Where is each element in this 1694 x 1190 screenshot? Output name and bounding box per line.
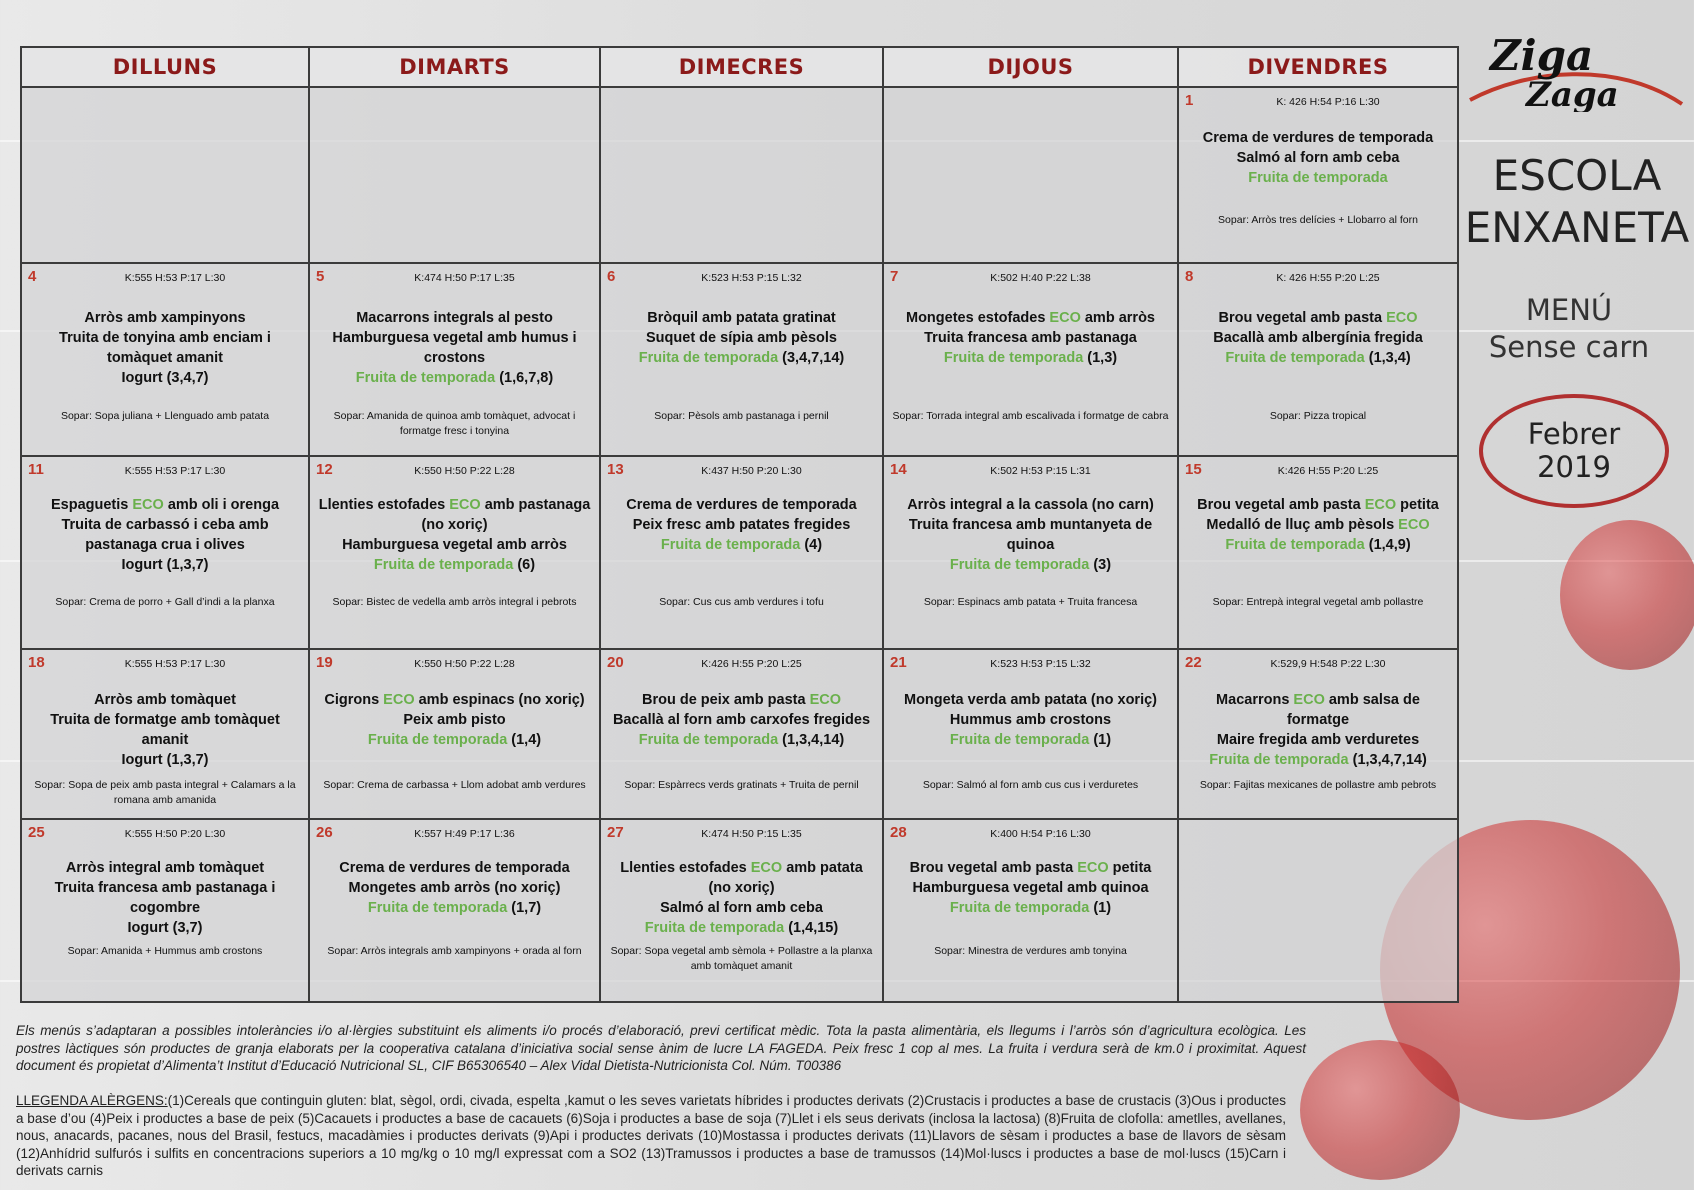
school-name-line1: ESCOLA	[1492, 151, 1662, 200]
dish-text: Crema de verdures de temporada	[626, 497, 857, 514]
dish-list	[890, 690, 1171, 750]
dish-item	[890, 690, 1171, 710]
dish-text: Macarrons integrals al pesto	[356, 310, 553, 327]
highlight-text: Fruita de temporada	[1225, 537, 1365, 554]
dish-item	[890, 348, 1171, 368]
dinner-suggestion: Sopar: Amanida + Hummus amb crostons	[67, 944, 263, 957]
dish-item	[316, 878, 593, 898]
dinner-suggestion: Sopar: Crema de carbassa + Llom adobat amb verdures	[323, 778, 586, 791]
dinner-suggestion: Sopar: Arròs integrals amb xampinyons + orada al forn	[327, 944, 582, 957]
dish-text: Hamburguesa vegetal amb quinoa	[912, 879, 1149, 896]
dish-item	[607, 730, 876, 750]
nutrition-values: K:557 H:49 P:17 L:36	[414, 827, 515, 840]
dish-list	[28, 690, 302, 770]
dish-text: petita	[1108, 859, 1152, 876]
dish-text: (1,3,4,14)	[778, 731, 845, 748]
highlight-text: Fruita de temporada	[1225, 350, 1365, 367]
dish-text: Arròs integral amb tomàquet	[65, 859, 265, 876]
weekday-header-row	[21, 47, 1458, 87]
highlight-text: Fruita de temporada	[943, 350, 1084, 367]
dish-text: Medalló de lluç amb pèsols	[1206, 517, 1399, 534]
highlight-text: ECO	[132, 497, 164, 514]
dish-item	[607, 328, 876, 348]
day-cell	[21, 819, 309, 1002]
day-cell	[883, 649, 1178, 819]
highlight-text: Fruita de temporada	[355, 370, 496, 387]
dish-item	[316, 495, 593, 535]
day-number: 26	[316, 823, 333, 841]
dish-text: Llenties estofades	[620, 859, 751, 876]
day-number: 11	[28, 461, 44, 479]
dish-text: Macarrons	[1216, 691, 1294, 708]
nutrition-values: K:502 H:53 P:15 L:31	[990, 465, 1091, 478]
weekly-menu-table	[20, 46, 1456, 1003]
dish-item	[1185, 308, 1451, 328]
dish-text: Bacallà al forn amb carxofes fregides	[612, 711, 871, 728]
day-header: DIMARTS	[309, 47, 600, 87]
dish-item	[607, 898, 876, 918]
dish-item	[890, 515, 1171, 555]
day-number: 28	[890, 823, 907, 841]
dinner-suggestion: Sopar: Salmó al forn amb cus cus i verduretes	[922, 778, 1139, 791]
dish-text: Truita de formatge amb tomàquet amanit	[50, 711, 280, 748]
dish-text: (1)	[1089, 899, 1112, 916]
dish-item	[607, 710, 876, 730]
day-cell	[883, 456, 1178, 648]
day-cell	[309, 819, 600, 1002]
allergen-legend	[16, 1092, 1286, 1180]
day-cell	[309, 263, 600, 456]
dish-text: Hummus amb crostons	[949, 711, 1112, 728]
day-cell	[600, 819, 883, 1002]
dish-item	[890, 555, 1171, 575]
dish-item	[316, 368, 593, 388]
dish-item	[1185, 168, 1451, 188]
highlight-text: Fruita de temporada	[367, 899, 508, 916]
dish-text: (6)	[513, 557, 536, 574]
dish-item	[28, 750, 302, 770]
day-number: 1	[1185, 92, 1194, 109]
highlight-text: Fruita de temporada	[949, 899, 1090, 916]
dish-text: (1,4,15)	[784, 919, 839, 936]
dish-item	[890, 898, 1171, 918]
day-cell	[1178, 87, 1458, 263]
dish-text: (1,6,7,8)	[495, 370, 554, 387]
dish-text: Peix amb pisto	[403, 711, 506, 728]
logo-word-bottom: Zaga	[1526, 75, 1619, 112]
allergen-legend-text: (1)Cereals que continguin gluten: blat, sègol, ordi, civada, espelta ,kamut o les seves varietats híbrides i productes derivats (2)Crustacis i productes a base de crustacis (3)Ous i productes a base d’ou (4)Peix i productes a base de peix (5)Cacauets i productes a base de cacauets (6)Soja i productes a base de soja (7)Llet i els seus derivats (inclosa la lactosa) (8)Fruita de clofolla: ametlles, avellanes, nous, anacards, pacanes, nous del Brasil, festucs, macadàmies i productes derivats (9)Api i productes derivats (10)Mostassa i productes derivats (11)Llavors de sèsam i productes a base de llavors de sèsam (12)Anhídrid sulfurós i sulfits en concentracions superiors a 10 mg/kg o 10 mg/l expressat com a SO2 (13)Tramussos i productes a base de tramussos (14)Mol·luscs i productes a base de mol·luscs (15)Carn i derivats carnis	[16, 1093, 1286, 1178]
dish-item	[316, 690, 593, 710]
empty-day-cell	[309, 87, 600, 263]
dish-item	[607, 918, 876, 938]
dish-item	[28, 690, 302, 710]
nutrition-values: K:502 H:40 P:22 L:38	[990, 272, 1091, 285]
dish-item	[316, 555, 593, 575]
week-row	[21, 456, 1458, 648]
dish-text: (1,4,9)	[1364, 537, 1411, 554]
dish-text: petita	[1396, 497, 1439, 514]
dish-item	[1185, 148, 1451, 168]
month-badge	[1479, 394, 1669, 508]
dish-text: Espaguetis	[50, 497, 133, 514]
dinner-suggestion: Sopar: Arròs tres delícies + Llobarro al forn	[1218, 214, 1418, 226]
dish-text: (1,3,4,7,14)	[1348, 751, 1427, 768]
dish-text: Brou de peix amb pasta	[641, 691, 810, 708]
dish-list	[316, 495, 593, 575]
dish-text: Maire fregida amb verduretes	[1216, 731, 1420, 748]
dish-text: Cigrons	[324, 691, 384, 708]
empty-day-cell	[1178, 819, 1458, 1002]
dish-text: Brou vegetal amb pasta	[1218, 310, 1387, 327]
day-number: 14	[890, 461, 907, 479]
highlight-text: ECO	[1386, 310, 1418, 327]
dish-list	[28, 308, 302, 388]
nutrition-values: K:523 H:53 P:15 L:32	[990, 657, 1091, 670]
dish-text: amb espinacs (no xoriç)	[414, 691, 585, 708]
month-year: 2019	[1537, 450, 1611, 484]
dish-text: (1,3)	[1083, 350, 1118, 367]
dish-text: Hamburguesa vegetal amb arròs	[342, 537, 567, 554]
highlight-text: ECO	[809, 691, 842, 708]
highlight-text: Fruita de temporada	[367, 731, 508, 748]
day-number: 15	[1185, 461, 1202, 479]
dish-list	[607, 308, 876, 368]
dish-list	[890, 308, 1171, 368]
dish-item	[890, 328, 1171, 348]
dish-text: Truita francesa amb pastanaga i cogombre	[54, 879, 276, 916]
dish-list	[28, 495, 302, 575]
day-cell	[21, 649, 309, 819]
dish-item	[316, 898, 593, 918]
dinner-suggestion: Sopar: Pizza tropical	[1269, 410, 1367, 423]
dish-text: Mongetes estofades	[906, 310, 1050, 327]
day-cell	[1178, 456, 1458, 648]
dish-list	[28, 858, 302, 938]
dish-list	[607, 690, 876, 750]
day-cell	[600, 649, 883, 819]
nutrition-values: K:437 H:50 P:20 L:30	[701, 465, 802, 478]
dish-item	[316, 328, 593, 368]
menu-footnote: Els menús s’adaptaran a possibles intoleràncies i/o al·lèrgies substituint els aliments i/o procés d’elaboració, previ certificat mèdic. Tota la pasta alimentària, els llegums i l’arròs són d’agricultura ecològica. Les postres làctiques són productes de granja elaborats per la cooperativa catalana d’iniciativa social sense ànim de lucre LA FAGEDA. Peix fresc 1 cop al mes. La fruita i verdura serà de km.0 i proximitat. Aquest document és propietat d’Alimenta’t Institut d’Educació Nutricional SL, CIF B65306540 – Alex Vidal Dietista-Nutricionista Col. Núm. T00386	[16, 1023, 1306, 1073]
day-cell	[309, 456, 600, 648]
dish-text: (4)	[800, 537, 823, 554]
day-number: 21	[890, 653, 907, 671]
dish-list	[607, 495, 876, 555]
highlight-text: Fruita de temporada	[1209, 751, 1349, 768]
dish-list	[1185, 128, 1451, 188]
dish-list	[890, 495, 1171, 575]
empty-day-cell	[600, 87, 883, 263]
nutrition-values: K:523 H:53 P:15 L:32	[701, 272, 802, 285]
nutrition-values: K:555 H:53 P:17 L:30	[124, 272, 226, 285]
highlight-text: ECO	[1049, 310, 1081, 327]
day-cell	[309, 649, 600, 819]
week-row	[21, 649, 1458, 819]
dish-item	[1185, 690, 1451, 730]
dish-text: Truita francesa amb pastanaga	[924, 330, 1137, 347]
dish-text: amb pastanaga (no xoriç)	[421, 497, 591, 534]
nutrition-values: K: 426 H:55 P:20 L:25	[1276, 272, 1380, 285]
day-number: 7	[890, 268, 899, 286]
dinner-suggestion: Sopar: Fajitas mexicanes de pollastre amb pebrots	[1199, 778, 1437, 791]
day-number: 4	[28, 268, 37, 286]
dish-item	[890, 308, 1171, 328]
dinner-suggestion: Sopar: Espinacs amb patata + Truita francesa	[923, 596, 1138, 609]
nutrition-values: K:400 H:54 P:16 L:30	[990, 827, 1091, 840]
day-cell	[21, 263, 309, 456]
month-name: Febrer	[1527, 417, 1621, 451]
dish-text: Iogurt (1,3,7)	[121, 751, 209, 768]
nutrition-values: K:555 H:50 P:20 L:30	[124, 827, 226, 840]
dish-item	[316, 730, 593, 750]
highlight-text: Fruita de temporada	[1248, 170, 1388, 186]
dish-text: Suquet de sípia amb pèsols	[646, 330, 837, 347]
highlight-text: ECO	[750, 859, 783, 876]
dish-text: amb salsa de formatge	[1286, 691, 1420, 728]
highlight-text: ECO	[449, 497, 481, 514]
dinner-suggestion: Sopar: Cus cus amb verdures i tofu	[659, 596, 824, 609]
dinner-suggestion: Sopar: Pèsols amb pastanaga i pernil	[654, 410, 829, 423]
day-number: 18	[28, 653, 45, 671]
dish-item	[28, 710, 302, 750]
empty-day-cell	[21, 87, 309, 263]
dish-list	[316, 690, 593, 750]
dish-text: Bacallà amb albergínia fregida	[1213, 330, 1423, 347]
dish-item	[28, 878, 302, 918]
dish-item	[28, 328, 302, 368]
dish-item	[316, 858, 593, 878]
nutrition-values: K: 426 H:54 P:16 L:30	[1276, 96, 1380, 108]
dish-list	[890, 858, 1171, 918]
highlight-text: ECO	[1077, 859, 1109, 876]
dinner-suggestion: Sopar: Minestra de verdures amb tonyina	[934, 944, 1127, 957]
dish-text: Mongeta verda amb patata (no xoriç)	[904, 691, 1157, 708]
dish-item	[1185, 515, 1451, 535]
dish-item	[316, 308, 593, 328]
allergen-legend-label: LLEGENDA ALÈRGENS:	[16, 1093, 168, 1108]
dish-text: Truita de tonyina amb enciam i tomàquet amanit	[59, 330, 271, 367]
dish-text: (3)	[1089, 557, 1112, 574]
dish-text: Llenties estofades	[318, 497, 450, 514]
day-number: 20	[607, 653, 624, 671]
nutrition-values: K:426 H:55 P:20 L:25	[1277, 465, 1379, 478]
day-header: DIJOUS	[883, 47, 1178, 87]
dish-item	[890, 495, 1171, 515]
dinner-suggestion: Sopar: Bistec de vedella amb arròs integral i pebrots	[332, 596, 577, 609]
dish-text: amb patata (no xoriç)	[708, 859, 863, 896]
dish-item	[890, 858, 1171, 878]
dinner-suggestion: Sopar: Sopa juliana + Llenguado amb patata	[60, 410, 270, 423]
dish-text: (3,4,7,14)	[778, 350, 845, 367]
day-cell	[883, 819, 1178, 1002]
dish-text: Mongetes amb arròs (no xoriç)	[348, 879, 561, 896]
day-number: 6	[607, 268, 616, 286]
highlight-text: Fruita de temporada	[644, 919, 785, 936]
dish-item	[607, 858, 876, 898]
day-number: 25	[28, 823, 45, 841]
day-cell	[600, 263, 883, 456]
dish-list	[1185, 495, 1451, 555]
dish-text: Arròs amb xampinyons	[84, 310, 246, 327]
dish-list	[1185, 308, 1451, 368]
day-cell	[883, 263, 1178, 456]
tomato-decoration	[1300, 1040, 1460, 1180]
highlight-text: ECO	[1398, 517, 1430, 534]
highlight-text: Fruita de temporada	[638, 731, 779, 748]
highlight-text: ECO	[1293, 691, 1325, 708]
dish-list	[316, 308, 593, 388]
nutrition-values: K:550 H:50 P:22 L:28	[414, 657, 515, 670]
dish-item	[607, 348, 876, 368]
dinner-suggestion: Sopar: Torrada integral amb escalivada i formatge de cabra	[892, 410, 1169, 423]
dinner-suggestion: Sopar: Sopa de peix amb pasta integral + Calamars a la romana amb amanida	[34, 778, 296, 806]
dish-text: Truita francesa amb muntanyeta de quinoa	[908, 517, 1153, 554]
day-header: DIVENDRES	[1178, 47, 1458, 87]
dish-item	[1185, 535, 1451, 555]
dinner-suggestion: Sopar: Crema de porro + Gall d’indi a la planxa	[55, 596, 275, 609]
dish-text: Bròquil amb patata gratinat	[647, 310, 836, 327]
nutrition-values: K:555 H:53 P:17 L:30	[124, 465, 226, 478]
day-number: 22	[1185, 653, 1202, 671]
dish-text: Salmó al forn amb ceba	[660, 899, 823, 916]
day-cell	[1178, 649, 1458, 819]
day-number: 12	[316, 461, 333, 479]
day-cell	[600, 456, 883, 648]
dish-item	[607, 308, 876, 328]
day-number: 5	[316, 268, 325, 286]
nutrition-values: K:529,9 H:548 P:22 L:30	[1270, 657, 1386, 670]
dish-text: Hamburguesa vegetal amb humus i crostons	[332, 330, 577, 367]
nutrition-values: K:426 H:55 P:20 L:25	[701, 657, 802, 670]
dinner-suggestion: Sopar: Amanida de quinoa amb tomàquet, advocat i formatge fresc i tonyina	[333, 410, 576, 438]
dish-item	[1185, 128, 1451, 148]
dish-text: amb arròs	[1080, 310, 1155, 327]
dish-text: amb oli i orenga	[163, 497, 280, 514]
week-row	[21, 263, 1458, 456]
dish-item	[28, 555, 302, 575]
dish-text: Iogurt (3,7)	[127, 919, 203, 936]
dish-text: Salmó al forn amb ceba	[1236, 150, 1400, 166]
dish-text: (1,4)	[507, 731, 542, 748]
dish-list	[607, 858, 876, 938]
day-number: 8	[1185, 268, 1194, 286]
dish-item	[890, 878, 1171, 898]
dinner-suggestion: Sopar: Espàrrecs verds gratinats + Truita de pernil	[624, 778, 859, 791]
nutrition-values: K:550 H:50 P:22 L:28	[414, 465, 515, 478]
day-cell	[21, 456, 309, 648]
dish-item	[607, 690, 876, 710]
dish-item	[1185, 750, 1451, 770]
dish-item	[1185, 328, 1451, 348]
school-name	[1462, 150, 1692, 254]
highlight-text: Fruita de temporada	[949, 731, 1090, 748]
dish-text: Arròs amb tomàquet	[94, 691, 236, 708]
dish-text: Truita de carbassó i ceba amb pastanaga crua i olives	[61, 517, 269, 554]
week-row	[21, 819, 1458, 1002]
day-number: 27	[607, 823, 624, 841]
dish-text: Peix fresc amb patates fregides	[632, 517, 851, 534]
dish-text: Iogurt (1,3,7)	[121, 557, 209, 574]
dish-item	[890, 710, 1171, 730]
nutrition-values: K:474 H:50 P:15 L:35	[701, 827, 802, 840]
dish-item	[316, 710, 593, 730]
dish-item	[1185, 730, 1451, 750]
dish-text: Crema de verdures de temporada	[1202, 130, 1434, 146]
dish-text: (1,3,4)	[1364, 350, 1411, 367]
zigazaga-logo	[1466, 30, 1688, 112]
dish-item	[28, 515, 302, 555]
day-number: 13	[607, 461, 624, 479]
highlight-text: Fruita de temporada	[949, 557, 1090, 574]
dish-item	[890, 730, 1171, 750]
menu-type	[1462, 292, 1676, 366]
tomato-decoration	[1560, 520, 1694, 670]
dish-item	[28, 495, 302, 515]
nutrition-values: K:474 H:50 P:17 L:35	[414, 272, 515, 285]
week-row	[21, 87, 1458, 263]
dish-item	[28, 368, 302, 388]
dish-item	[607, 515, 876, 535]
day-cell	[1178, 263, 1458, 456]
dish-item	[1185, 495, 1451, 515]
school-name-line2: ENXANETA	[1464, 203, 1690, 252]
highlight-text: ECO	[383, 691, 415, 708]
dish-text: Brou vegetal amb pasta	[909, 859, 1078, 876]
dish-text: Iogurt (3,4,7)	[121, 370, 209, 387]
dish-list	[316, 858, 593, 918]
menu-variant: Sense carn	[1488, 330, 1650, 364]
highlight-text: Fruita de temporada	[373, 557, 514, 574]
menu-label: MENÚ	[1525, 293, 1613, 327]
dish-text: Arròs integral a la cassola (no carn)	[907, 497, 1154, 514]
dish-item	[607, 495, 876, 515]
dish-item	[28, 858, 302, 878]
dish-list	[1185, 690, 1451, 770]
nutrition-values: K:555 H:53 P:17 L:30	[124, 657, 226, 670]
dish-item	[316, 535, 593, 555]
dish-item	[607, 535, 876, 555]
logo-word-top: Ziga	[1490, 31, 1594, 80]
dinner-suggestion: Sopar: Entrepà integral vegetal amb pollastre	[1212, 596, 1424, 609]
dish-text: (1)	[1089, 731, 1112, 748]
day-header: DIMECRES	[600, 47, 883, 87]
dish-text: Crema de verdures de temporada	[339, 859, 570, 876]
day-number: 19	[316, 653, 333, 671]
day-header: DILLUNS	[21, 47, 309, 87]
dinner-suggestion: Sopar: Sopa vegetal amb sèmola + Pollastre a la planxa amb tomàquet amanit	[610, 944, 873, 972]
highlight-text: Fruita de temporada	[660, 537, 801, 554]
dish-text: (1,7)	[507, 899, 542, 916]
highlight-text: Fruita de temporada	[638, 350, 779, 367]
dish-text: Brou vegetal amb pasta	[1197, 497, 1365, 514]
dish-item	[28, 308, 302, 328]
dish-item	[1185, 348, 1451, 368]
dish-item	[28, 918, 302, 938]
empty-day-cell	[883, 87, 1178, 263]
highlight-text: ECO	[1364, 497, 1397, 514]
